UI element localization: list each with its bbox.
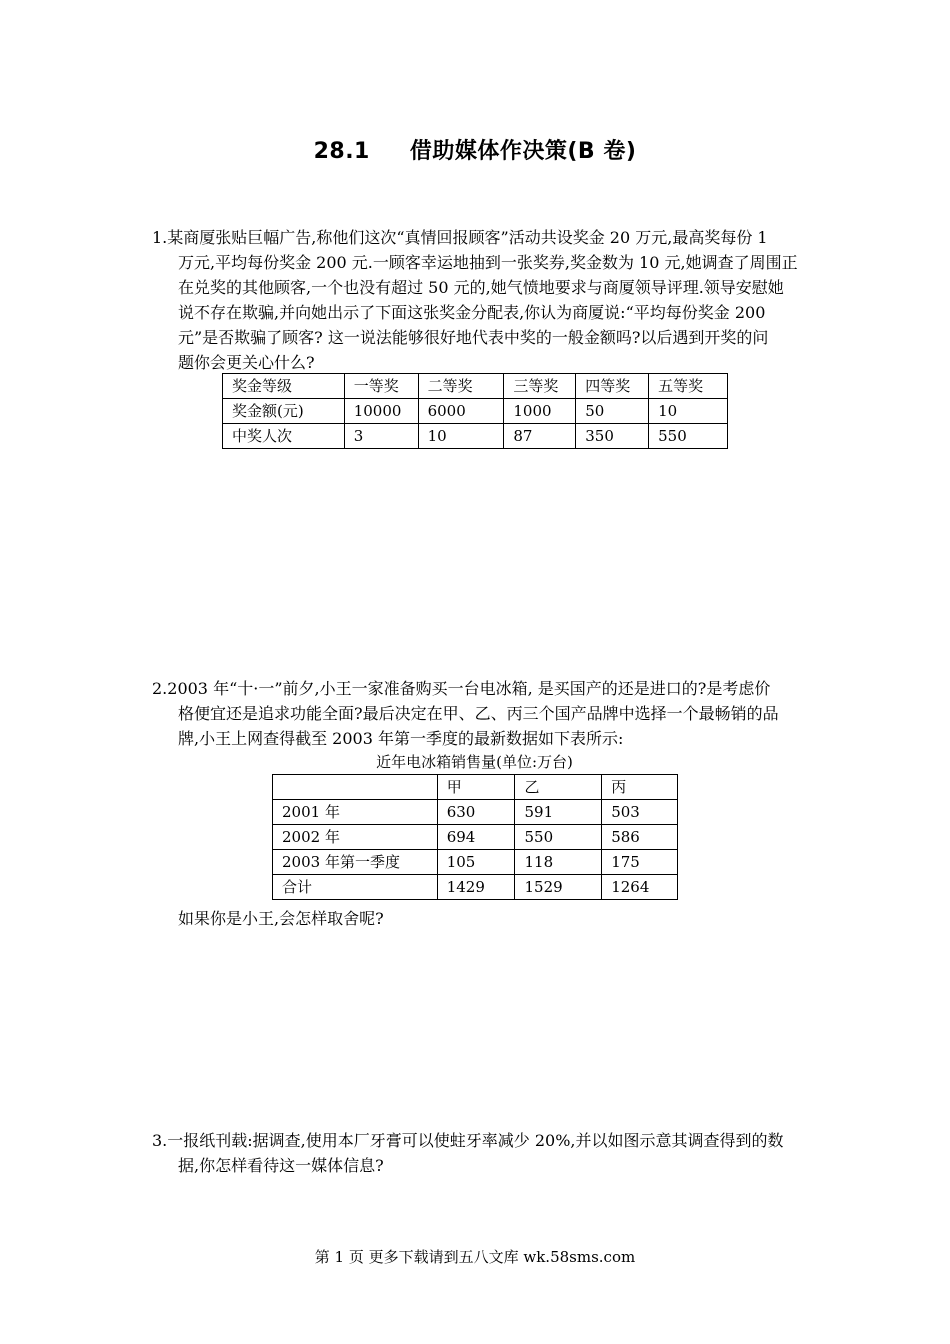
question-3-line: 3.一报纸刊载:据调查,使用本厂牙膏可以使蛀牙率减少 20%,并以如图示意其调查得到的数 (152, 1131, 784, 1150)
table-cell: 10 (649, 399, 728, 424)
question-1-text (152, 225, 812, 375)
question-2-line: 牌,小王上网查得截至 2003 年第一季度的最新数据如下表所示: (178, 729, 624, 748)
table-cell: 10000 (344, 399, 418, 424)
question-2-line: 2.2003 年“十·一”前夕,小王一家准备购买一台电冰箱, 是买国产的还是进口的?是考虑价 (152, 679, 771, 698)
table-cell: 175 (602, 850, 678, 875)
question-2-text (152, 676, 812, 751)
page-footer: 第 1 页 更多下载请到五八文库 wk.58sms.com (314, 1248, 636, 1266)
table-cell: 三等奖 (504, 374, 576, 399)
table-cell: 五等奖 (649, 374, 728, 399)
page-title (0, 134, 950, 165)
table-cell: 10 (418, 424, 504, 449)
table-cell: 550 (649, 424, 728, 449)
question-1-line: 在兑奖的其他顾客,一个也没有超过 50 元的,她气愤地要求与商厦领导评理.领导安慰她 (178, 278, 784, 297)
table-cell: 1000 (504, 399, 576, 424)
table-cell: 6000 (418, 399, 504, 424)
table-row (273, 850, 678, 875)
question-1-line: 元”是否欺骗了顾客? 这一说法能够很好地代表中奖的一般金额吗?以后遇到开奖的问 (178, 328, 769, 347)
table-cell: 118 (515, 850, 602, 875)
table-cell: 503 (602, 800, 678, 825)
table-cell: 一等奖 (344, 374, 418, 399)
table-cell: 694 (437, 825, 515, 850)
table-cell: 2002 年 (273, 825, 438, 850)
table-cell: 550 (515, 825, 602, 850)
table-cell: 630 (437, 800, 515, 825)
table-cell: 乙 (515, 775, 602, 800)
title-number: 28.1 (313, 139, 370, 164)
table-cell: 105 (437, 850, 515, 875)
table-cell: 中奖人次 (223, 424, 345, 449)
fridge-sales-table (272, 774, 678, 900)
question-1-line: 万元,平均每份奖金 200 元.一顾客幸运地抽到一张奖券,奖金数为 10 元,她调查了周围正 (178, 253, 798, 272)
question-3-text (152, 1128, 812, 1178)
table-cell: 奖金等级 (223, 374, 345, 399)
table-cell: 甲 (437, 775, 515, 800)
table-cell: 四等奖 (576, 374, 649, 399)
table-cell: 2001 年 (273, 800, 438, 825)
table-row (273, 775, 678, 800)
question-1-line: 说不存在欺骗,并向她出示了下面这张奖金分配表,你认为商厦说:“平均每份奖金 200 (178, 303, 766, 322)
table-cell: 1429 (437, 875, 515, 900)
table-cell: 奖金额(元) (223, 399, 345, 424)
question-3-line: 据,你怎样看待这一媒体信息? (178, 1156, 384, 1175)
table-cell: 591 (515, 800, 602, 825)
table-cell: 二等奖 (418, 374, 504, 399)
question-2-prompt: 如果你是小王,会怎样取舍呢? (178, 909, 384, 928)
table-cell: 丙 (602, 775, 678, 800)
table-cell: 3 (344, 424, 418, 449)
table-cell: 合计 (273, 875, 438, 900)
table-row (273, 825, 678, 850)
table-row (223, 399, 728, 424)
question-2-line: 格便宜还是追求功能全面?最后决定在甲、乙、丙三个国产品牌中选择一个最畅销的品 (178, 704, 779, 723)
table-row (273, 800, 678, 825)
question-1-line: 1.某商厦张贴巨幅广告,称他们这次“真情回报顾客”活动共设奖金 20 万元,最高奖每份 1 (152, 228, 768, 247)
table-cell: 87 (504, 424, 576, 449)
table-cell: 350 (576, 424, 649, 449)
question-1-line: 题你会更关心什么? (178, 353, 315, 372)
table-cell: 1529 (515, 875, 602, 900)
table-cell: 50 (576, 399, 649, 424)
title-text: 借助媒体作决策(B 卷) (409, 139, 637, 164)
table-row (223, 424, 728, 449)
table-row (223, 374, 728, 399)
sales-table-caption: 近年电冰箱销售量(单位:万台) (376, 753, 573, 771)
table-cell: 1264 (602, 875, 678, 900)
prize-distribution-table (222, 373, 728, 449)
table-cell (273, 775, 438, 800)
table-cell: 586 (602, 825, 678, 850)
table-cell: 2003 年第一季度 (273, 850, 438, 875)
table-row (273, 875, 678, 900)
